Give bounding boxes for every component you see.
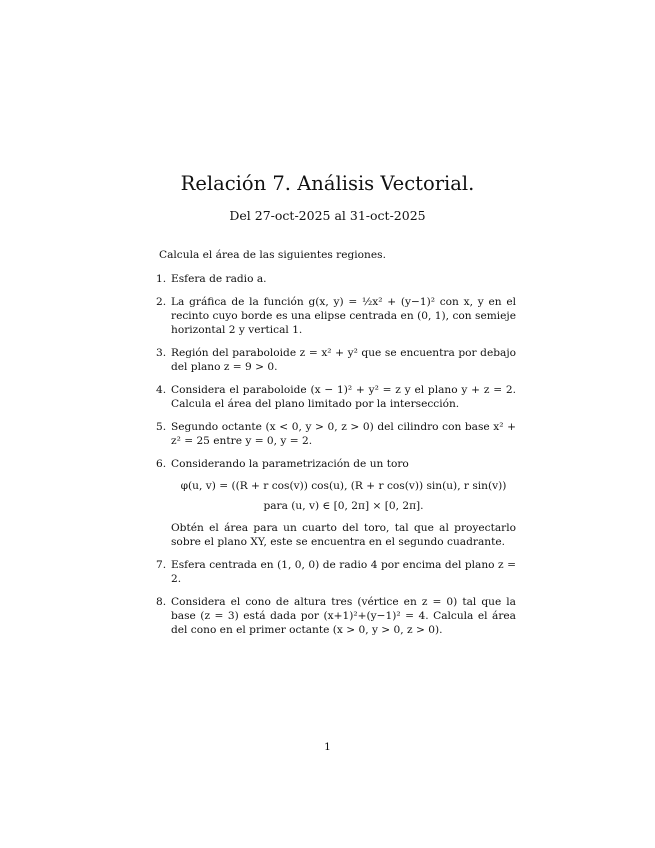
problem-number: 8. xyxy=(156,596,167,608)
problem-item xyxy=(156,383,516,411)
problem-item xyxy=(156,346,516,374)
problem-list xyxy=(156,272,516,637)
problem-item xyxy=(156,595,516,637)
problem-text: Segundo octante (x < 0, y > 0, z > 0) del cilindro con base x² + z² = 25 entre y = 0, y = 2. xyxy=(171,421,516,447)
problem-text: Esfera centrada en (1, 0, 0) de radio 4 por encima del plano z = 2. xyxy=(171,559,516,585)
problem-number: 2. xyxy=(156,296,167,308)
date-range: Del 27-oct-2025 al 31-oct-2025 xyxy=(229,208,426,223)
problem-text: Considerando la parametrización de un toro xyxy=(171,458,409,470)
problem-number: 7. xyxy=(156,559,167,571)
problem-number: 3. xyxy=(156,347,167,359)
parameter-domain: para (u, v) ∈ [0, 2π] × [0, 2π]. xyxy=(263,500,424,512)
problem-text: Considera el cono de altura tres (vértice en z = 0) tal que la base (z = 3) está dada por (x+1)²+(y−1)² = 4. Calcula el área del cono en el primer octante (x > 0, y > 0, z > 0). xyxy=(171,596,516,636)
problem-text: Considera el paraboloide (x − 1)² + y² = z y el plano y + z = 2. Calcula el área del plano limitado por la intersección. xyxy=(171,384,516,410)
problem-item xyxy=(156,420,516,448)
intro-text: Calcula el área de las siguientes regiones. xyxy=(159,249,386,261)
problem-text: Esfera de radio a. xyxy=(171,273,267,285)
problem-item xyxy=(156,558,516,586)
torus-parametrization: φ(u, v) = ((R + r cos(v)) cos(u), (R + r cos(v)) sin(u), r sin(v)) xyxy=(180,480,507,492)
problem-number: 5. xyxy=(156,421,167,433)
problem-text: Región del paraboloide z = x² + y² que se encuentra por debajo del plano z = 9 > 0. xyxy=(171,347,516,373)
problem-item xyxy=(156,457,516,549)
problem-item xyxy=(156,295,516,337)
exercise-content xyxy=(156,248,516,646)
page-number: 1 xyxy=(324,741,331,753)
problem-item xyxy=(156,272,516,286)
page-title: Relación 7. Análisis Vectorial. xyxy=(180,172,475,195)
problem-text: La gráfica de la función g(x, y) = ½x² + (y−1)² con x, y en el recinto cuyo borde es una elipse centrada en (0, 1), con semieje horizontal 2 y vertical 1. xyxy=(171,296,516,336)
problem-text-continued: Obtén el área para un cuarto del toro, tal que al proyectarlo sobre el plano XY, este se encuentra en el segundo cuadrante. xyxy=(171,522,516,548)
problem-number: 1. xyxy=(156,273,167,285)
problem-number: 4. xyxy=(156,384,167,396)
problem-number: 6. xyxy=(156,458,167,470)
